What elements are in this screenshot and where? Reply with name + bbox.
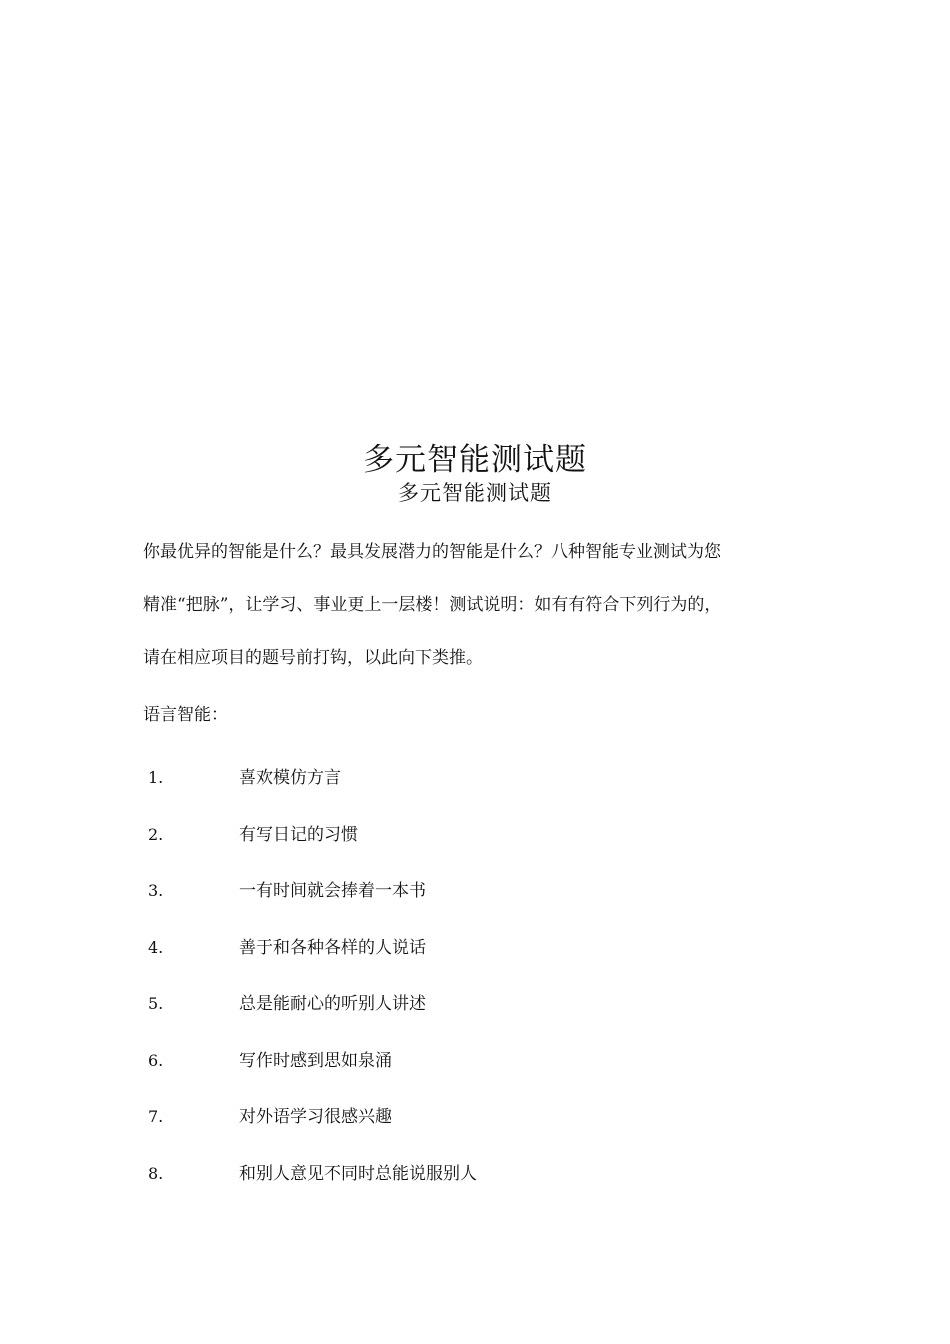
question-list	[148, 764, 748, 1216]
item-number: 5.	[148, 994, 164, 1013]
document-title: 多元智能测试题	[363, 442, 587, 478]
list-item	[148, 990, 748, 1018]
item-text: 一有时间就会捧着一本书	[239, 881, 426, 901]
intro-line: 请在相应项目的题号前打钩，以此向下类推。	[143, 648, 483, 668]
item-number: 8.	[148, 1163, 164, 1183]
list-item	[148, 821, 748, 849]
item-number: 7.	[148, 1107, 164, 1126]
list-item	[148, 764, 748, 792]
item-text: 总是能耐心的听别人讲述	[239, 994, 426, 1014]
list-item	[148, 1103, 748, 1131]
item-text: 和别人意见不同时总能说服别人	[239, 1163, 477, 1184]
list-item	[148, 1160, 748, 1188]
intro-line: 精准“把脉”，让学习、事业更上一层楼！测试说明：如有有符合下列行为的，	[143, 595, 722, 615]
item-number: 1.	[148, 768, 164, 787]
item-number: 4.	[148, 937, 164, 957]
item-text: 喜欢模仿方言	[239, 768, 341, 788]
item-number: 3.	[148, 881, 164, 900]
list-item	[148, 1047, 748, 1075]
item-text: 对外语学习很感兴趣	[239, 1107, 392, 1127]
item-number: 6.	[148, 1050, 164, 1070]
intro-paragraph	[143, 539, 803, 698]
document-subtitle: 多元智能测试题	[398, 481, 552, 505]
list-item	[148, 877, 748, 905]
list-item	[148, 934, 748, 962]
section-heading-language: 语言智能：	[143, 705, 228, 725]
item-text: 有写日记的习惯	[239, 824, 358, 845]
intro-line: 你最优异的智能是什么？最具发展潜力的智能是什么？八种智能专业测试为您	[143, 542, 721, 562]
item-number: 2.	[148, 824, 164, 844]
item-text: 善于和各种各样的人说话	[239, 937, 426, 958]
item-text: 写作时感到思如泉涌	[239, 1050, 392, 1071]
